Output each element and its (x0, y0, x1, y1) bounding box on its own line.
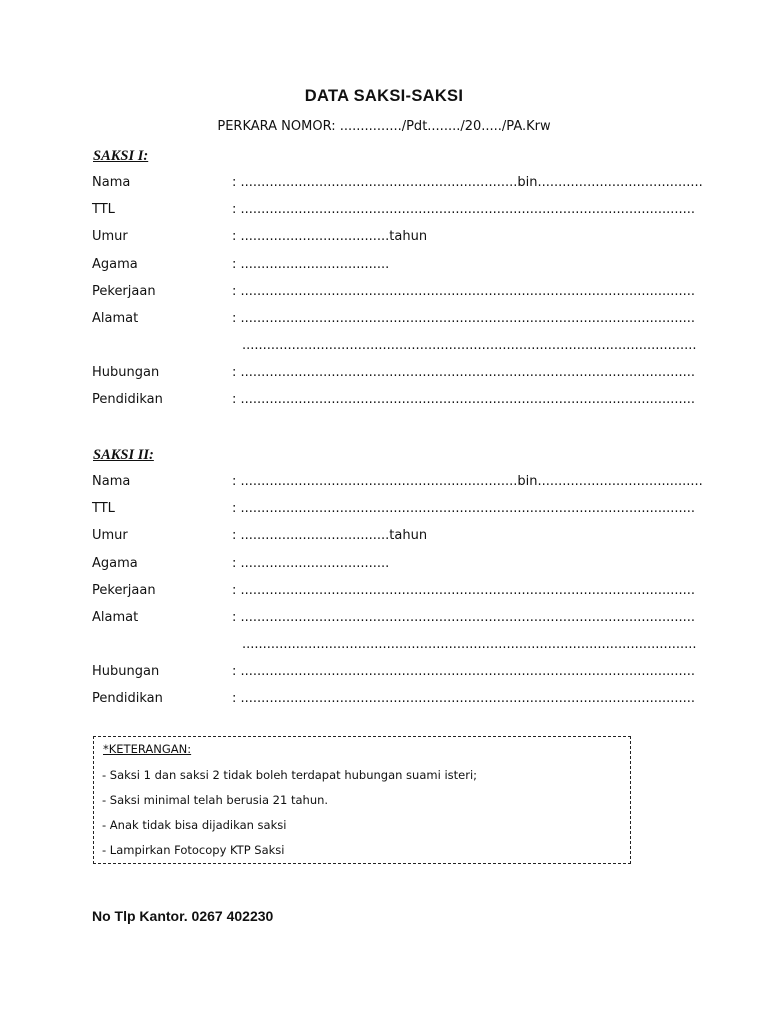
case-number-line: PERKARA NOMOR: .............../Pdt......../20...../PA.Krw (217, 119, 551, 134)
field-label: Pendidikan (92, 691, 163, 706)
field-label: Alamat (92, 610, 139, 625)
document-title: DATA SAKSI-SAKSI (304, 87, 464, 105)
field-blank: : .............................................................................................................. (232, 365, 696, 380)
field-label: Pendidikan (92, 392, 163, 407)
field-label: Umur (92, 229, 128, 244)
field-blank: .............................................................................................................. (242, 338, 697, 353)
saksi-1-heading: SAKSI I: (93, 148, 149, 164)
field-label: Agama (92, 257, 138, 272)
field-label: Hubungan (92, 664, 160, 679)
field-blank: : ...................................................................bin........................................ (232, 175, 703, 190)
field-blank: : .............................................................................................................. (232, 583, 696, 598)
field-blank: : ....................................tahun (232, 528, 428, 543)
field-blank: : ....................................tahun (232, 229, 428, 244)
office-phone: No Tlp Kantor. 0267 402230 (92, 908, 274, 924)
keterangan-item: - Lampirkan Fotocopy KTP Saksi (102, 843, 285, 857)
field-blank: : .............................................................................................................. (232, 501, 696, 516)
field-blank: : .............................................................................................................. (232, 610, 696, 625)
field-blank: : .............................................................................................................. (232, 392, 696, 407)
field-blank: .............................................................................................................. (242, 637, 697, 652)
keterangan-title: *KETERANGAN: (103, 742, 192, 756)
field-blank: : .............................................................................................................. (232, 311, 696, 326)
field-label: Hubungan (92, 365, 160, 380)
field-blank: : .................................... (232, 257, 390, 272)
field-blank: : .............................................................................................................. (232, 284, 696, 299)
field-label: Umur (92, 528, 128, 543)
field-label: Alamat (92, 311, 139, 326)
field-label: TTL (92, 202, 115, 217)
field-label: Nama (92, 474, 131, 489)
field-label: Pekerjaan (92, 284, 156, 299)
field-label: Agama (92, 556, 138, 571)
field-blank: : .............................................................................................................. (232, 691, 696, 706)
field-label: TTL (92, 501, 115, 516)
keterangan-item: - Anak tidak bisa dijadikan saksi (102, 818, 287, 832)
keterangan-item: - Saksi 1 dan saksi 2 tidak boleh terdapat hubungan suami isteri; (102, 768, 478, 782)
field-blank: : ...................................................................bin........................................ (232, 474, 703, 489)
field-label: Nama (92, 175, 131, 190)
field-blank: : .............................................................................................................. (232, 202, 696, 217)
keterangan-box (93, 736, 631, 864)
keterangan-item: - Saksi minimal telah berusia 21 tahun. (102, 793, 329, 807)
field-blank: : .............................................................................................................. (232, 664, 696, 679)
field-blank: : .................................... (232, 556, 390, 571)
field-label: Pekerjaan (92, 583, 156, 598)
saksi-2-heading: SAKSI II: (93, 447, 154, 463)
